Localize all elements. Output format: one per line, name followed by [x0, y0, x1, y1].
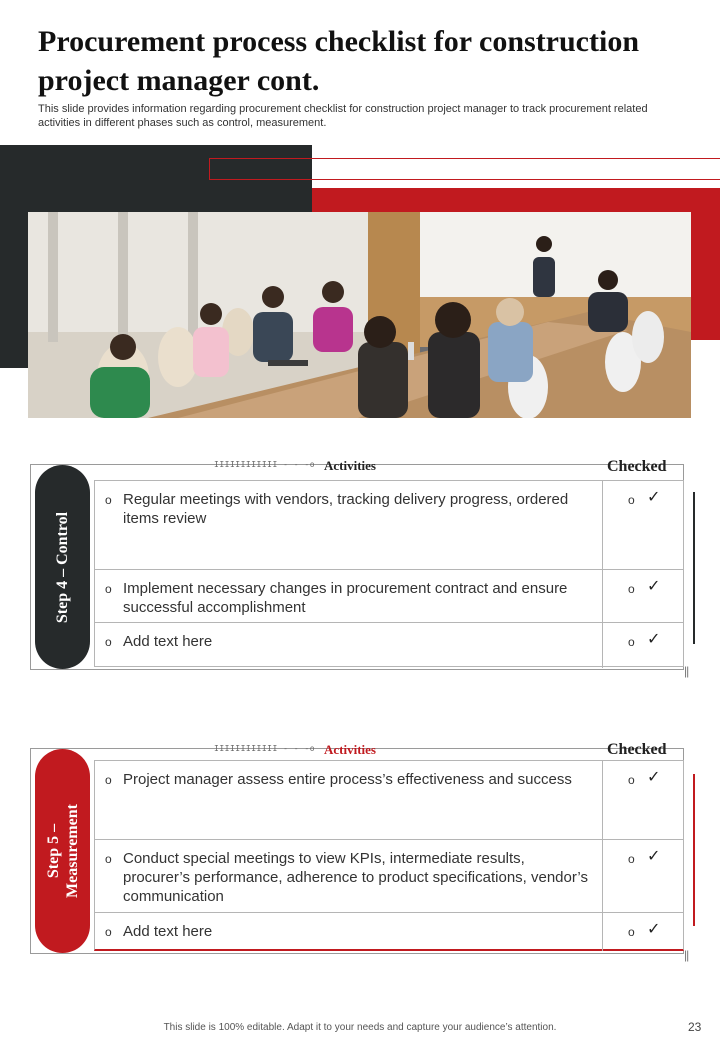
table-row: [95, 481, 683, 569]
activity-text[interactable]: Add text here: [123, 923, 213, 940]
table-row: [95, 912, 683, 951]
check-bullet-icon: o: [628, 852, 635, 866]
checkmark-icon[interactable]: ✓: [647, 631, 661, 648]
bullet-icon: o: [105, 635, 112, 649]
check-bullet-icon: o: [628, 773, 635, 787]
page-title: Procurement process checklist for construction project manager cont.: [38, 25, 640, 97]
checkmark-icon[interactable]: ✓: [647, 848, 661, 865]
meeting-photo: [28, 212, 691, 418]
step5-activities-label: Activities: [324, 742, 376, 757]
activity-text: Regular meetings with vendors, tracking delivery progress, ordered items review: [123, 491, 569, 527]
activity-text: Implement necessary changes in procurement contract and ensure successful accomplishment: [123, 580, 568, 616]
step4-side-bar: [693, 492, 695, 644]
step4-table: [94, 480, 684, 667]
bullet-icon: o: [105, 925, 112, 939]
footer-note: This slide is 100% editable. Adapt it to your needs and capture your audience’s attention.: [163, 1022, 557, 1033]
step5-label: Step 5 – Measurement: [44, 804, 81, 898]
bullet-icon: o: [105, 852, 112, 866]
meeting-photo-illustration: [28, 212, 691, 418]
step5-side-bar: [693, 774, 695, 926]
table-row: [95, 569, 683, 622]
bullet-icon: o: [105, 582, 112, 596]
step4-pill: [35, 465, 90, 669]
check-bullet-icon: o: [628, 493, 635, 507]
step4-checked-label: Checked: [607, 458, 667, 475]
step5-pill: [35, 749, 90, 953]
check-bullet-icon: o: [628, 925, 635, 939]
checkmark-icon[interactable]: ✓: [647, 769, 661, 786]
check-bullet-icon: o: [628, 635, 635, 649]
step4-activities-label: Activities: [324, 458, 376, 473]
activity-text: Project manager assess entire process’s effectiveness and success: [123, 771, 572, 788]
step4-end-mark: ||: [684, 664, 689, 678]
table-row: [95, 622, 683, 668]
step4-dash-connector: IIIIIIIIIIII - - -o: [214, 460, 316, 469]
step5-end-mark: ||: [684, 948, 689, 962]
outline-accent-rect: [209, 158, 720, 180]
activity-text: Conduct special meetings to view KPIs, intermediate results, procurer’s performance, adherence to product specifications, vendor’s communication: [123, 850, 588, 905]
page-subtitle: This slide provides information regarding procurement checklist for construction project manager to track procurement related activities in different phases such as control, measurement.: [38, 103, 648, 129]
checkmark-icon[interactable]: ✓: [647, 921, 661, 938]
page-number: 23: [688, 1020, 702, 1034]
table-row: [95, 761, 683, 839]
checkmark-icon[interactable]: ✓: [647, 489, 661, 506]
step4-label: Step 4 – Control: [54, 511, 72, 623]
activity-text[interactable]: Add text here: [123, 633, 213, 650]
step5-dash-connector: IIIIIIIIIIII - - -o: [214, 744, 316, 753]
bullet-icon: o: [105, 493, 112, 507]
step5-table: [94, 760, 684, 951]
check-bullet-icon: o: [628, 582, 635, 596]
table-row: [95, 839, 683, 912]
step5-checked-label: Checked: [607, 741, 667, 758]
checkmark-icon[interactable]: ✓: [647, 578, 661, 595]
bullet-icon: o: [105, 773, 112, 787]
